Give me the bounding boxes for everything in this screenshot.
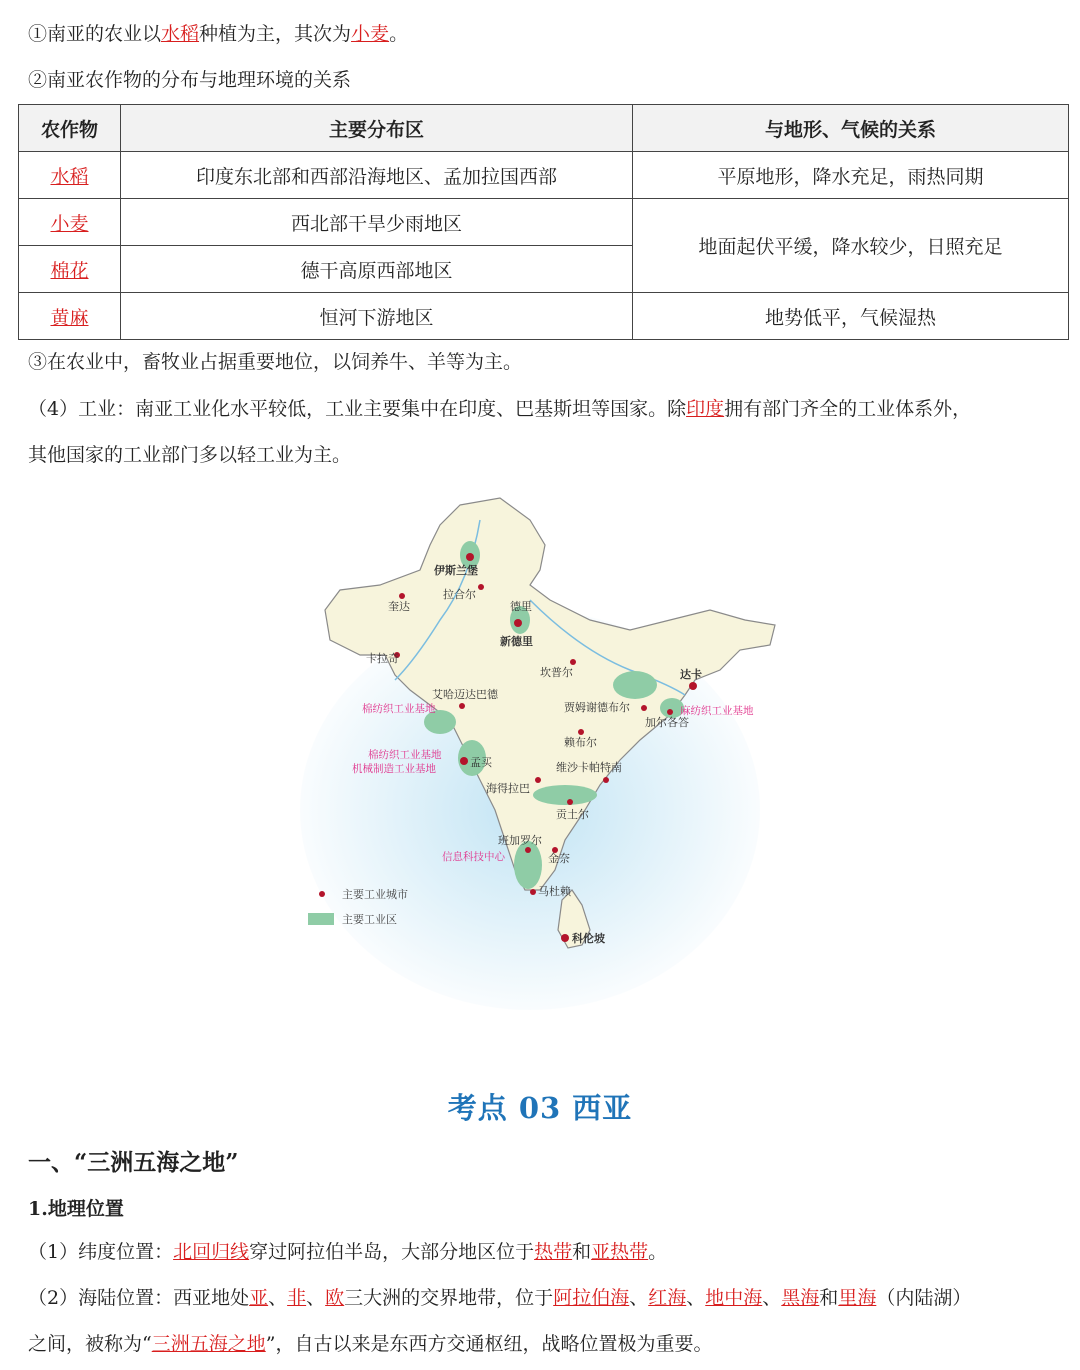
- highlight-black-sea: 黑海: [781, 1287, 820, 1309]
- city-label: 维沙卡帕特南: [556, 761, 622, 774]
- city-dot: [667, 709, 673, 715]
- city-dot: [689, 682, 697, 690]
- city-label: 海得拉巴: [486, 782, 530, 795]
- paragraph-latitude: （1）纬度位置：北回归线穿过阿拉伯半岛，大部分地区位于热带和亚热带。: [28, 1241, 668, 1263]
- highlight-mediterranean: 地中海: [705, 1287, 763, 1309]
- city-label: 金奈: [548, 852, 570, 865]
- relation-cell: 平原地形，降水充足，雨热同期: [633, 152, 1069, 199]
- area-cell: 印度东北部和西部沿海地区、孟加拉国西部: [121, 152, 633, 199]
- area-cell: 德干高原西部地区: [121, 246, 633, 293]
- highlight-europe: 欧: [325, 1287, 345, 1309]
- industrial-zone: [533, 785, 597, 805]
- section-heading: 考点 03 西亚: [447, 1091, 633, 1125]
- city-label: 贡土尔: [556, 808, 589, 821]
- city-label: 伊斯兰堡: [434, 564, 478, 577]
- relation-cell: 地势低平，气候湿热: [633, 293, 1069, 340]
- city-label: 班加罗尔: [498, 834, 542, 847]
- table-row: [19, 152, 1069, 199]
- city-label: 孟买: [470, 756, 492, 769]
- paragraph-rice-wheat: ①南亚的农业以水稻种植为主，其次为小麦。: [28, 23, 409, 45]
- city-dot: [514, 619, 522, 627]
- crop-cell: 棉花: [19, 246, 121, 293]
- city-label: 德里: [510, 600, 532, 613]
- base-label: 棉纺织工业基地: [362, 703, 436, 715]
- area-cell: 西北部干旱少雨地区: [121, 199, 633, 246]
- table-header: 主要分布区: [121, 105, 633, 152]
- industrial-zone: [613, 671, 657, 699]
- paragraph-sea-land-cont: 之间，被称为“三洲五海之地”，自古以来是东西方交通枢纽，战略位置极为重要。: [28, 1333, 713, 1355]
- table-header: 与地形、气候的关系: [633, 105, 1069, 152]
- highlight-three-continents: 三洲五海之地: [151, 1333, 266, 1355]
- paragraph-sea-land: （2）海陆位置：西亚地处亚、非、欧三大洲的交界地带，位于阿拉伯海、红海、地中海、黑海和里海（内陆湖）: [28, 1287, 972, 1309]
- crop-cell: 水稻: [19, 152, 121, 199]
- table-header: 农作物: [19, 105, 121, 152]
- paragraph-crop-distribution: ②南亚农作物的分布与地理环境的关系: [28, 69, 352, 91]
- highlight-wheat: 小麦: [351, 23, 390, 45]
- area-cell: 恒河下游地区: [121, 293, 633, 340]
- highlight-asia: 亚: [249, 1287, 269, 1309]
- relation-cell: 地面起伏平缓，降水较少，日照充足: [633, 199, 1069, 293]
- city-label: 奎达: [388, 600, 410, 613]
- legend-city-dot: [319, 891, 325, 897]
- paragraph-industry: （4）工业：南亚工业化水平较低，工业主要集中在印度、巴基斯坦等国家。除印度拥有部门齐全的工业体系外，: [28, 398, 972, 420]
- legend-label: 主要工业城市: [342, 888, 408, 901]
- highlight-tropical: 热带: [534, 1241, 573, 1263]
- legend-label: 主要工业区: [342, 913, 397, 926]
- city-label: 赖布尔: [564, 736, 597, 749]
- paragraph-industry-cont: 其他国家的工业部门多以轻工业为主。: [28, 444, 352, 466]
- highlight-rice: 水稻: [161, 23, 200, 45]
- city-dot: [567, 799, 573, 805]
- city-dot: [570, 659, 576, 665]
- city-dot: [459, 703, 465, 709]
- city-dot: [641, 705, 647, 711]
- city-dot: [530, 889, 536, 895]
- city-label: 加尔各答: [645, 716, 689, 729]
- crop-cell: 黄麻: [19, 293, 121, 340]
- highlight-tropic: 北回归线: [173, 1241, 250, 1263]
- city-dot: [578, 729, 584, 735]
- city-dot: [466, 553, 474, 561]
- paragraph-livestock: ③在农业中，畜牧业占据重要地位，以饲养牛、羊等为主。: [28, 351, 523, 373]
- city-dot: [525, 847, 531, 853]
- crop-cell: 小麦: [19, 199, 121, 246]
- city-dot: [399, 593, 405, 599]
- base-label: 机械制造工业基地: [352, 763, 436, 775]
- highlight-africa: 非: [287, 1287, 307, 1309]
- city-label: 新德里: [500, 635, 533, 648]
- city-label: 达卡: [680, 668, 702, 681]
- city-dot: [478, 584, 484, 590]
- city-label: 贾姆谢德布尔: [564, 701, 630, 714]
- table-header-row: [19, 105, 1069, 152]
- subsection-title: 一、“三洲五海之地”: [28, 1149, 239, 1176]
- table-row: [19, 293, 1069, 340]
- base-label: 信息科技中心: [442, 851, 505, 863]
- crop-table: [18, 104, 1069, 340]
- city-label: 坎普尔: [540, 666, 573, 679]
- table-row: [19, 199, 1069, 246]
- highlight-arabian-sea: 阿拉伯海: [553, 1287, 630, 1309]
- city-dot: [561, 934, 569, 942]
- highlight-india: 印度: [686, 398, 725, 420]
- city-dot: [460, 757, 468, 765]
- highlight-subtropical: 亚热带: [591, 1241, 649, 1263]
- subsection-subtitle: 1.地理位置: [28, 1198, 124, 1220]
- city-label: 艾哈迈达巴德: [432, 688, 498, 701]
- city-label: 科伦坡: [572, 932, 605, 945]
- city-label: 卡拉奇: [366, 652, 399, 665]
- city-label: 拉合尔: [443, 588, 476, 601]
- city-label: 马杜赖: [538, 885, 571, 898]
- highlight-caspian-sea: 里海: [838, 1287, 877, 1309]
- highlight-red-sea: 红海: [648, 1287, 687, 1309]
- south-asia-industry-map: [300, 490, 790, 1020]
- base-label: 棉纺织工业基地: [368, 749, 442, 761]
- city-dot: [535, 777, 541, 783]
- legend-zone-swatch: [308, 913, 334, 925]
- base-label: 麻纺织工业基地: [680, 705, 754, 717]
- city-dot: [603, 777, 609, 783]
